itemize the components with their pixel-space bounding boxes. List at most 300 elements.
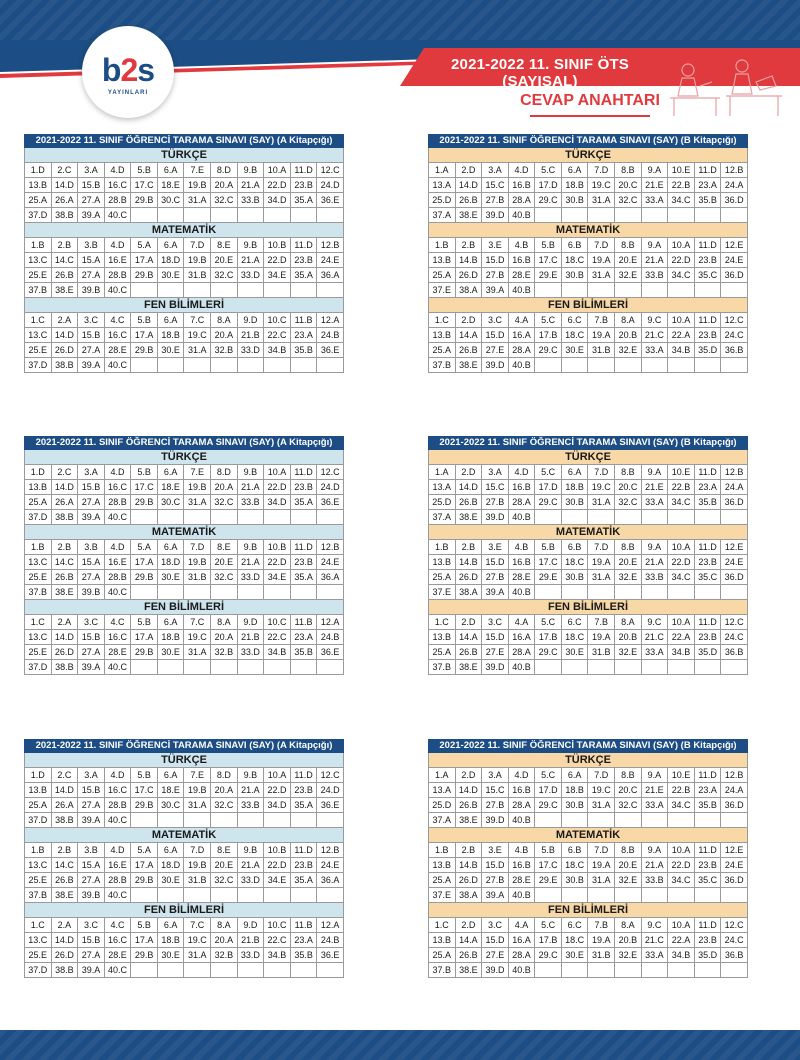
answer-cell: 16.C — [104, 328, 131, 343]
answer-cell: 8.A — [211, 918, 238, 933]
answer-cell: 10.A — [264, 465, 291, 480]
answer-cell: 36.D — [721, 268, 748, 283]
answer-cell: 30.B — [561, 193, 588, 208]
answer-cell: 6.A — [561, 768, 588, 783]
answer-cell: 21.A — [237, 178, 264, 193]
answer-cell: 13.B — [25, 783, 52, 798]
answer-cell: 19.B — [184, 253, 211, 268]
answer-cell — [290, 283, 317, 298]
answer-cell: 21.A — [237, 858, 264, 873]
answer-cell — [721, 208, 748, 223]
answer-cell: 29.B — [131, 343, 158, 358]
answer-cell: 10.A — [668, 843, 695, 858]
answer-cell: 18.B — [157, 630, 184, 645]
answer-cell: 36.E — [317, 798, 344, 813]
answer-cell: 10.C — [264, 918, 291, 933]
answer-cell — [668, 585, 695, 600]
answer-cell: 13.A — [429, 178, 456, 193]
answer-cell: 15.B — [78, 480, 105, 495]
answer-cell — [264, 208, 291, 223]
answer-cell: 12.E — [721, 238, 748, 253]
answer-cell: 27.A — [78, 495, 105, 510]
answer-cell — [264, 660, 291, 675]
answer-cell: 9.A — [641, 843, 668, 858]
answer-cell: 35.C — [694, 268, 721, 283]
answer-cell: 13.B — [25, 480, 52, 495]
answer-cell: 4.C — [104, 313, 131, 328]
answer-cell: 8.D — [211, 465, 238, 480]
answer-cell: 30.E — [157, 343, 184, 358]
answer-cell: 34.E — [264, 570, 291, 585]
logo-subtitle: YAYINLARI — [107, 90, 149, 96]
answer-cell: 34.C — [668, 798, 695, 813]
answer-cell: 27.A — [78, 873, 105, 888]
answer-cell: 28.E — [508, 570, 535, 585]
answer-cell: 15.A — [78, 555, 105, 570]
answer-cell: 33.D — [237, 343, 264, 358]
answer-cell: 3.C — [78, 615, 105, 630]
answer-cell — [237, 888, 264, 903]
answer-row — [25, 163, 344, 178]
answer-row — [25, 798, 344, 813]
answer-cell: 40.C — [104, 510, 131, 525]
answer-cell: 10.B — [264, 540, 291, 555]
section-title: FEN BİLİMLERİ — [24, 298, 344, 312]
answer-cell: 37.B — [25, 585, 52, 600]
answer-cell: 5.C — [535, 313, 562, 328]
answer-cell — [535, 585, 562, 600]
answer-cell — [131, 813, 158, 828]
answer-cell: 1.A — [429, 768, 456, 783]
answer-cell: 17.A — [131, 328, 158, 343]
answer-cell: 31.A — [588, 798, 615, 813]
answer-cell: 12.B — [721, 465, 748, 480]
answer-cell: 10.C — [264, 313, 291, 328]
answer-cell: 34.B — [668, 948, 695, 963]
answer-row — [429, 843, 748, 858]
answer-cell: 12.C — [317, 163, 344, 178]
answer-cell: 26.D — [51, 343, 78, 358]
answer-cell: 8.B — [615, 465, 642, 480]
answer-cell: 3.A — [482, 465, 509, 480]
answer-cell: 5.A — [131, 540, 158, 555]
answer-cell: 13.B — [429, 630, 456, 645]
answer-cell: 25.A — [429, 570, 456, 585]
answer-cell: 5.C — [535, 918, 562, 933]
answer-cell: 2.A — [51, 615, 78, 630]
answer-cell: 18.B — [157, 328, 184, 343]
answer-cell: 19.C — [184, 933, 211, 948]
answer-cell: 13.B — [429, 858, 456, 873]
answer-cell: 21.A — [237, 253, 264, 268]
answer-cell: 9.C — [641, 313, 668, 328]
answer-cell — [211, 358, 238, 373]
answer-cell: 13.B — [429, 328, 456, 343]
answer-cell: 20.E — [211, 858, 238, 873]
answer-table — [24, 162, 344, 223]
answer-cell: 11.D — [694, 313, 721, 328]
answer-cell: 2.B — [455, 540, 482, 555]
answer-cell — [694, 585, 721, 600]
answer-row — [25, 480, 344, 495]
answer-cell: 9.C — [641, 918, 668, 933]
answer-cell: 7.B — [588, 918, 615, 933]
section-title: TÜRKÇE — [24, 450, 344, 464]
answer-cell: 35.A — [290, 495, 317, 510]
answer-cell: 2.D — [455, 465, 482, 480]
answer-cell: 26.B — [455, 948, 482, 963]
answer-cell: 11.D — [290, 238, 317, 253]
answer-cell: 6.B — [561, 843, 588, 858]
answer-cell: 36.E — [317, 645, 344, 660]
answer-cell: 19.A — [588, 933, 615, 948]
answer-cell: 28.E — [104, 645, 131, 660]
answer-cell: 30.E — [157, 570, 184, 585]
answer-table — [24, 539, 344, 600]
answer-cell: 26.D — [455, 570, 482, 585]
answer-cell: 13.B — [25, 178, 52, 193]
answer-cell: 32.B — [211, 645, 238, 660]
answer-cell: 31.A — [184, 193, 211, 208]
answer-cell: 21.C — [641, 630, 668, 645]
answer-cell: 35.A — [290, 798, 317, 813]
answer-cell: 13.A — [429, 783, 456, 798]
answer-cell: 39.A — [78, 813, 105, 828]
answer-cell: 31.A — [184, 798, 211, 813]
answer-cell: 26.D — [51, 948, 78, 963]
answer-cell: 14.D — [51, 933, 78, 948]
answer-cell: 23.A — [290, 933, 317, 948]
answer-cell: 27.B — [482, 193, 509, 208]
answer-cell: 14.B — [455, 555, 482, 570]
answer-cell: 22.D — [264, 480, 291, 495]
answer-cell: 17.A — [131, 933, 158, 948]
answer-cell: 33.B — [641, 268, 668, 283]
answer-cell — [317, 888, 344, 903]
answer-cell: 20.B — [615, 630, 642, 645]
answer-cell — [641, 888, 668, 903]
answer-cell: 6.A — [157, 238, 184, 253]
answer-cell — [317, 283, 344, 298]
answer-cell: 33.A — [641, 495, 668, 510]
answer-cell: 38.E — [51, 888, 78, 903]
answer-cell: 21.E — [641, 783, 668, 798]
answer-cell: 7.D — [588, 465, 615, 480]
answer-cell: 22.B — [668, 178, 695, 193]
answer-cell — [561, 510, 588, 525]
answer-cell — [535, 660, 562, 675]
answer-cell: 20.E — [615, 858, 642, 873]
answer-cell: 22.D — [264, 858, 291, 873]
answer-row — [25, 358, 344, 373]
answer-cell: 5.B — [131, 768, 158, 783]
answer-cell: 22.D — [264, 783, 291, 798]
answer-cell: 23.B — [694, 933, 721, 948]
section-title: MATEMATİK — [24, 828, 344, 842]
answer-cell: 30.C — [157, 798, 184, 813]
answer-cell: 16.A — [508, 630, 535, 645]
answer-cell: 3.B — [78, 843, 105, 858]
answer-cell: 26.A — [51, 495, 78, 510]
answer-cell: 13.C — [25, 933, 52, 948]
answer-cell — [131, 510, 158, 525]
answer-cell — [317, 208, 344, 223]
answer-cell — [561, 358, 588, 373]
answer-row — [429, 630, 748, 645]
answer-cell: 27.A — [78, 948, 105, 963]
answer-cell: 6.A — [157, 540, 184, 555]
answer-cell: 27.B — [482, 495, 509, 510]
answer-cell — [641, 358, 668, 373]
answer-cell: 16.B — [508, 858, 535, 873]
answer-row — [25, 343, 344, 358]
answer-cell: 34.C — [668, 873, 695, 888]
answer-cell: 35.B — [290, 645, 317, 660]
answer-row — [25, 328, 344, 343]
answer-cell: 7.C — [184, 615, 211, 630]
answer-cell: 16.B — [508, 178, 535, 193]
answer-cell: 20.A — [211, 933, 238, 948]
answer-cell — [615, 510, 642, 525]
answer-cell: 33.D — [237, 268, 264, 283]
answer-cell: 3.E — [482, 540, 509, 555]
answer-cell: 39.A — [78, 963, 105, 978]
answer-cell: 29.C — [535, 193, 562, 208]
answer-cell: 1.A — [429, 163, 456, 178]
answer-cell: 3.A — [78, 163, 105, 178]
answer-cell: 14.A — [455, 630, 482, 645]
answer-cell — [237, 660, 264, 675]
answer-cell: 17.A — [131, 253, 158, 268]
answer-cell: 10.A — [668, 540, 695, 555]
answer-cell: 31.B — [184, 873, 211, 888]
answer-cell: 13.B — [429, 555, 456, 570]
answer-cell: 28.A — [508, 495, 535, 510]
answer-cell: 4.C — [104, 918, 131, 933]
answer-cell: 17.C — [535, 858, 562, 873]
answer-cell: 40.C — [104, 208, 131, 223]
answer-cell: 15.D — [482, 630, 509, 645]
answer-cell: 17.D — [535, 480, 562, 495]
answer-key-title: 2021-2022 11. SINIF ÖĞRENCİ TARAMA SINAVI (SAY) (A Kitapçığı) — [24, 134, 344, 148]
answer-cell: 11.D — [290, 465, 317, 480]
answer-key-title: 2021-2022 11. SINIF ÖĞRENCİ TARAMA SINAVI (SAY) (A Kitapçığı) — [24, 739, 344, 753]
answer-cell: 6.A — [157, 465, 184, 480]
answer-cell: 28.B — [104, 193, 131, 208]
answer-cell: 37.D — [25, 813, 52, 828]
answer-cell: 17.A — [131, 858, 158, 873]
answer-cell: 17.D — [535, 178, 562, 193]
section-title: FEN BİLİMLERİ — [428, 600, 748, 614]
answer-cell: 23.B — [694, 858, 721, 873]
answer-cell: 13.A — [429, 480, 456, 495]
answer-cell: 32.E — [615, 268, 642, 283]
answer-cell: 35.B — [290, 948, 317, 963]
answer-row — [25, 873, 344, 888]
answer-cell — [641, 208, 668, 223]
answer-cell: 24.E — [317, 858, 344, 873]
answer-cell — [588, 813, 615, 828]
answer-cell: 17.C — [535, 253, 562, 268]
answer-cell: 1.C — [25, 615, 52, 630]
answer-cell: 24.B — [317, 630, 344, 645]
answer-row — [429, 178, 748, 193]
answer-cell — [588, 963, 615, 978]
section-title: TÜRKÇE — [428, 753, 748, 767]
answer-cell — [184, 585, 211, 600]
answer-row — [429, 253, 748, 268]
answer-cell: 29.C — [535, 645, 562, 660]
answer-cell — [290, 963, 317, 978]
answer-cell: 16.A — [508, 933, 535, 948]
answer-cell: 40.C — [104, 888, 131, 903]
answer-cell: 7.D — [588, 163, 615, 178]
answer-cell: 32.E — [615, 645, 642, 660]
answer-cell: 28.A — [508, 343, 535, 358]
answer-cell: 34.C — [668, 193, 695, 208]
answer-cell — [237, 208, 264, 223]
answer-cell — [211, 813, 238, 828]
answer-cell: 2.C — [51, 163, 78, 178]
answer-cell: 28.E — [508, 268, 535, 283]
answer-row — [25, 888, 344, 903]
answer-cell: 20.C — [615, 178, 642, 193]
answer-cell — [131, 963, 158, 978]
answer-cell: 33.A — [641, 948, 668, 963]
answer-cell: 11.D — [694, 238, 721, 253]
answer-cell: 32.C — [211, 798, 238, 813]
answer-cell: 31.A — [588, 495, 615, 510]
answer-cell: 1.B — [25, 238, 52, 253]
answer-cell: 33.A — [641, 798, 668, 813]
answer-cell: 8.A — [615, 313, 642, 328]
answer-cell — [211, 888, 238, 903]
answer-cell: 21.B — [237, 933, 264, 948]
answer-cell: 9.B — [237, 163, 264, 178]
answer-cell: 8.A — [615, 615, 642, 630]
answer-cell: 34.B — [668, 343, 695, 358]
answer-cell: 38.B — [51, 358, 78, 373]
answer-cell: 14.B — [455, 253, 482, 268]
answer-cell: 5.C — [535, 768, 562, 783]
answer-row — [429, 768, 748, 783]
answer-cell: 15.B — [78, 933, 105, 948]
answer-cell: 30.C — [157, 495, 184, 510]
answer-cell — [211, 660, 238, 675]
answer-cell: 7.D — [184, 843, 211, 858]
answer-cell: 37.A — [429, 208, 456, 223]
answer-cell: 16.B — [508, 480, 535, 495]
answer-cell: 9.A — [641, 465, 668, 480]
answer-cell — [721, 660, 748, 675]
answer-cell: 23.B — [694, 555, 721, 570]
answer-cell: 27.E — [482, 343, 509, 358]
answer-cell — [721, 888, 748, 903]
answer-cell: 4.C — [104, 615, 131, 630]
answer-cell: 39.A — [78, 660, 105, 675]
logo-wordmark: b2s — [101, 52, 155, 88]
answer-cell — [615, 813, 642, 828]
answer-cell: 7.E — [184, 768, 211, 783]
answer-cell: 9.A — [641, 768, 668, 783]
answer-cell: 19.B — [184, 480, 211, 495]
answer-cell: 40.C — [104, 358, 131, 373]
answer-cell: 3.E — [482, 238, 509, 253]
answer-row — [25, 630, 344, 645]
answer-row — [429, 813, 748, 828]
answer-cell: 24.A — [721, 178, 748, 193]
answer-row — [429, 540, 748, 555]
answer-row — [429, 660, 748, 675]
answer-cell — [290, 813, 317, 828]
answer-cell: 32.C — [211, 193, 238, 208]
answer-cell: 4.D — [508, 163, 535, 178]
answer-row — [429, 193, 748, 208]
answer-cell — [157, 358, 184, 373]
answer-cell: 16.B — [508, 253, 535, 268]
section-title: TÜRKÇE — [428, 148, 748, 162]
answer-cell: 4.D — [104, 540, 131, 555]
answer-cell: 7.D — [588, 768, 615, 783]
answer-row — [25, 465, 344, 480]
answer-cell: 10.A — [668, 313, 695, 328]
answer-cell: 18.D — [157, 858, 184, 873]
answer-row — [429, 358, 748, 373]
answer-cell: 12.A — [317, 615, 344, 630]
answer-cell: 31.A — [588, 570, 615, 585]
answer-cell: 18.D — [157, 555, 184, 570]
answer-cell: 21.B — [237, 328, 264, 343]
answer-cell: 6.A — [157, 843, 184, 858]
answer-cell: 15.D — [482, 328, 509, 343]
answer-cell: 3.A — [78, 768, 105, 783]
answer-cell: 37.E — [429, 888, 456, 903]
answer-cell: 7.C — [184, 918, 211, 933]
answer-cell — [694, 660, 721, 675]
answer-cell: 39.A — [482, 888, 509, 903]
answer-cell: 4.D — [104, 465, 131, 480]
answer-table — [24, 464, 344, 525]
answer-cell: 21.A — [641, 858, 668, 873]
answer-cell: 28.A — [508, 948, 535, 963]
answer-cell: 10.A — [668, 918, 695, 933]
answer-cell: 31.B — [184, 268, 211, 283]
answer-cell: 12.C — [721, 615, 748, 630]
answer-key-block-b — [428, 436, 748, 675]
answer-cell: 17.C — [131, 480, 158, 495]
answer-cell: 28.E — [104, 948, 131, 963]
answer-cell: 17.B — [535, 630, 562, 645]
answer-cell: 35.D — [694, 645, 721, 660]
answer-cell: 26.A — [51, 798, 78, 813]
answer-cell: 26.B — [51, 873, 78, 888]
answer-cell: 32.C — [615, 798, 642, 813]
answer-cell: 18.D — [157, 253, 184, 268]
answer-cell: 37.E — [429, 283, 456, 298]
answer-cell: 21.B — [237, 630, 264, 645]
answer-cell: 20.A — [211, 630, 238, 645]
answer-cell — [668, 510, 695, 525]
answer-cell — [721, 813, 748, 828]
answer-cell: 9.B — [237, 540, 264, 555]
answer-cell: 29.B — [131, 798, 158, 813]
answer-cell: 13.C — [25, 555, 52, 570]
answer-cell: 12.B — [721, 768, 748, 783]
answer-cell: 14.B — [455, 858, 482, 873]
answer-cell: 11.B — [290, 918, 317, 933]
section-title: MATEMATİK — [428, 828, 748, 842]
answer-cell — [668, 208, 695, 223]
